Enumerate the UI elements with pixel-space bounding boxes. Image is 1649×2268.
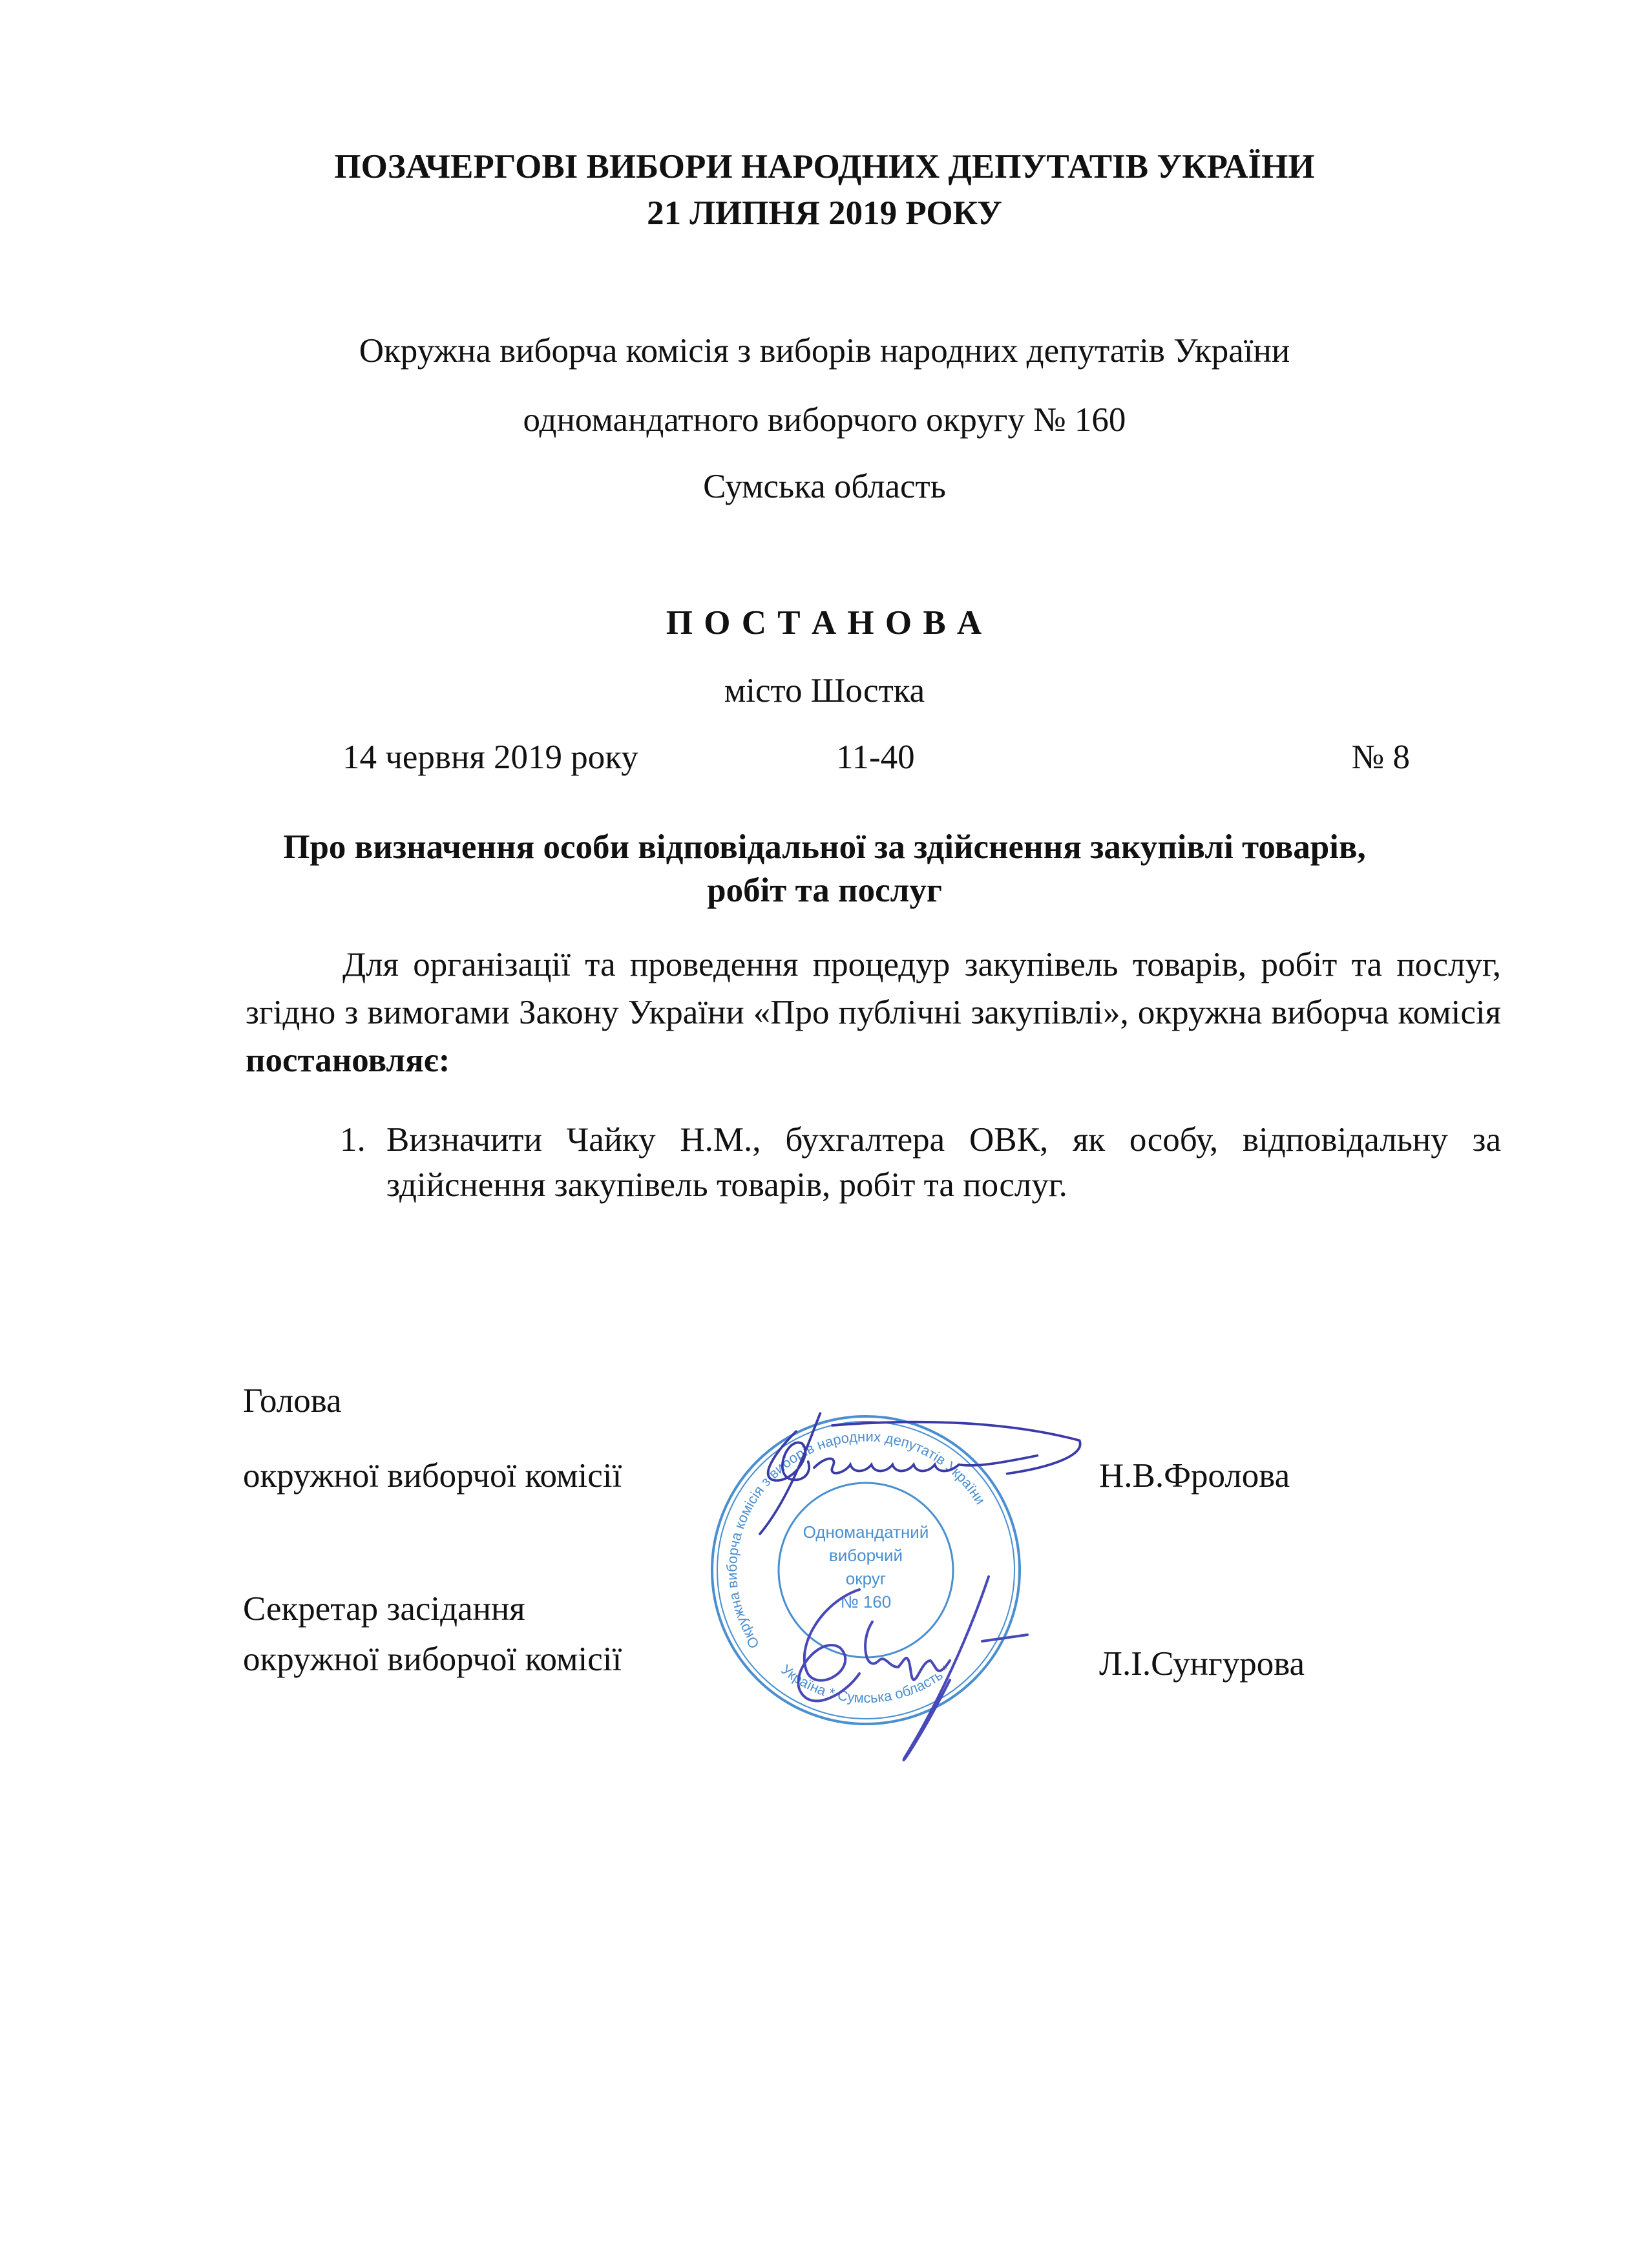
- resolution-number: № 8: [1351, 739, 1410, 776]
- district-name: одномандатного виборчого округу № 160: [523, 401, 1126, 439]
- intro-paragraph: [246, 941, 1501, 1084]
- stamp-center-4: № 160: [840, 1592, 892, 1612]
- stamp-center-2: виборчий: [828, 1546, 903, 1565]
- secretary-title-cont: окружної виборчої комісії: [243, 1641, 622, 1678]
- resolution-date: 14 червня 2019 року: [342, 739, 638, 776]
- decision-word: постановляє:: [246, 1042, 450, 1079]
- stamp-bottom-text: Україна * Сумська область *: [778, 1661, 954, 1706]
- resolution-time: 11-40: [836, 739, 915, 776]
- list-item: Визначити Чайку Н.М., бухгалтера ОВК, як особу, відповідальну за здійснення закупівель товарів, робіт та послуг.: [386, 1121, 1501, 1204]
- secretary-title: Секретар засідання: [243, 1590, 525, 1628]
- intro-text: Для організації та проведення процедур закупівель товарів, робіт та послуг, згідно з вимогами Закону України «Про публічні закупівлі», окружна виборча комісія: [246, 946, 1501, 1031]
- chair-title: Голова: [243, 1382, 342, 1420]
- document-type: П О С Т А Н О В А: [666, 604, 983, 642]
- chair-title-cont: окружної виборчої комісії: [243, 1457, 622, 1495]
- decision-list: [340, 1117, 1501, 1208]
- commission-name: Окружна виборча комісія з виборів народних депутатів України: [359, 332, 1290, 370]
- stamp-center-1: Одномандатний: [803, 1522, 929, 1542]
- city: місто Шостка: [724, 672, 925, 709]
- stamp-center-3: округ: [845, 1569, 887, 1588]
- election-date-title: 21 ЛИПНЯ 2019 РОКУ: [647, 194, 1002, 232]
- subject-heading: Про визначення особи відповідальної за здійснення закупівлі товарів,: [283, 828, 1366, 866]
- region-name: Сумська область: [703, 468, 946, 505]
- stamp-outer-text: Окружна виборча комісія з виборів народних депутатів України: [723, 1428, 989, 1652]
- subject-heading-cont: робіт та послуг: [707, 872, 942, 909]
- chair-signature: [724, 1402, 1086, 1557]
- list-item-number: 1.: [340, 1121, 366, 1159]
- secretary-signature: [743, 1564, 1066, 1777]
- election-title: ПОЗАЧЕРГОВІ ВИБОРИ НАРОДНИХ ДЕПУТАТІВ УКРАЇНИ: [334, 148, 1315, 185]
- chair-name: Н.В.Фролова: [1099, 1457, 1290, 1495]
- secretary-name: Л.І.Сунгурова: [1099, 1645, 1305, 1683]
